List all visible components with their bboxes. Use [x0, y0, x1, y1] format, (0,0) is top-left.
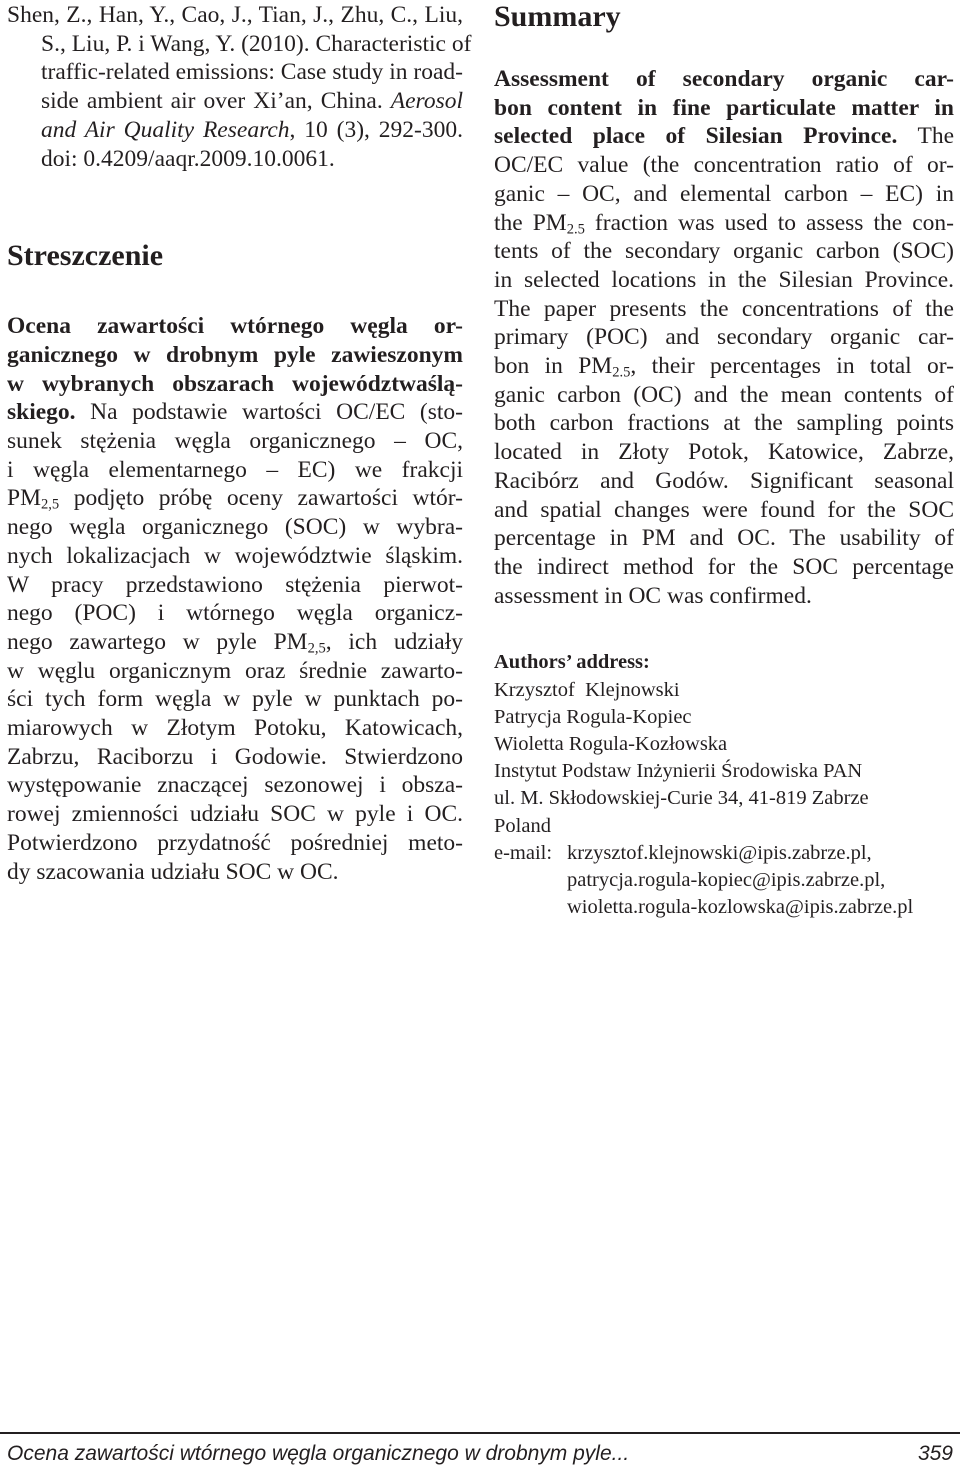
streszczenie-line: Ocena zawartości wtórnego węgla or- [7, 313, 463, 340]
right-column [494, 0, 954, 921]
authors-heading: Authors’ address: [494, 651, 650, 674]
streszczenie-body [7, 312, 463, 886]
author-name: Wioletta Rogula-Kozłowska [494, 732, 728, 755]
email-link[interactable]: wioletta.rogula-kozlowska@ipis.zabrze.pl [567, 896, 914, 919]
streszczenie-line: i węgla elementarnego – EC) we frakcji [7, 456, 463, 483]
streszczenie-line: $PM_{2,5}$ podjęto próbę oceny zawartości wtór- [7, 485, 463, 514]
summary-line: the indirect method for the SOC percentage [494, 553, 954, 580]
streszczenie-heading: Streszczenie [7, 239, 164, 273]
institute: Instytut Podstaw Inżynierii Środowiska PAN [494, 760, 863, 783]
summary-line: the $PM_{2.5}$ fraction was used to assess the con- [494, 209, 954, 238]
footer-divider [0, 1432, 960, 1434]
streszczenie-line: Zabrzu, Raciborzu i Godowie. Stwierdzono [7, 743, 463, 770]
summary-heading: Summary [494, 0, 621, 33]
summary-line: primary (POC) and secondary organic car- [494, 324, 954, 351]
summary-body [494, 65, 954, 610]
street-address: ul. M. Skłodowskiej-Curie 34, 41-819 Zabrze [494, 787, 869, 810]
email-label: e-mail: [494, 841, 553, 864]
streszczenie-line: Potwierdzono przydatność pośredniej meto- [7, 829, 463, 856]
summary-line: ganic carbon (OC) and the mean contents of [494, 381, 954, 408]
author-name: Patrycja Rogula-Kopiec [494, 705, 692, 728]
streszczenie-line: nego (POC) i wtórnego węgla organicz- [7, 600, 463, 627]
streszczenie-line: nych lokalizacjach w województwie śląskim. [7, 542, 463, 569]
page-footer [7, 1441, 953, 1467]
reference-line: traffic-related emissions: Case study in road- [41, 59, 463, 86]
summary-line: tents of the secondary organic carbon (SOC) [494, 238, 954, 265]
reference-line: and Air Quality Research, 10 (3), 292-300. [41, 116, 463, 143]
reference-line: Shen, Z., Han, Y., Cao, J., Tian, J., Zhu, C., Liu, [7, 2, 463, 28]
email-link[interactable]: krzysztof.klejnowski@ipis.zabrze.pl, [567, 841, 872, 864]
reference-line: side ambient air over Xi’an, China. Aerosol [41, 88, 463, 115]
reference-line: S., Liu, P. i Wang, Y. (2010). Characteristic of [41, 30, 472, 57]
streszczenie-line: dy szacowania udziału SOC w OC. [7, 858, 339, 885]
summary-line: ganic – OC, and elemental carbon – EC) in [494, 180, 954, 207]
summary-line: bon in $PM_{2.5}$, their percentages in total or- [494, 353, 954, 381]
summary-line: The paper presents the concentrations of the [494, 295, 954, 322]
streszczenie-line: występowanie znaczącej sezonowej i obsza- [7, 772, 463, 799]
summary-line: assessment in OC was confirmed. [494, 582, 812, 609]
reference-entry [7, 1, 472, 173]
streszczenie-line: w węglu organicznym oraz średnie zawarto- [7, 657, 463, 684]
summary-line: OC/EC value (the concentration ratio of or- [494, 152, 954, 179]
summary-line: percentage in PM and OC. The usability of [494, 525, 954, 552]
summary-line: Racibórz and Godów. Significant seasonal [494, 467, 954, 494]
streszczenie-line: ganicznego w drobnym pyle zawieszonym [7, 341, 463, 368]
reference-line: doi: 0.4209/aaqr.2009.10.0061. [41, 145, 335, 172]
summary-line: bon content in fine particulate matter in [494, 94, 954, 121]
streszczenie-line: w wybranych obszarach województwaślą- [7, 370, 463, 397]
email-link[interactable]: patrycja.rogula-kopiec@ipis.zabrze.pl, [567, 868, 886, 891]
streszczenie-line: sunek stężenia węgla organicznego – OC, [7, 428, 463, 455]
summary-line: both carbon fractions at the sampling points [494, 410, 954, 437]
streszczenie-line: nego zawartego w pyle $PM_{2,5}$, ich udziały [7, 628, 463, 657]
streszczenie-line: skiego. Na podstawie wartości OC/EC (sto- [7, 399, 463, 426]
summary-line: in selected locations in the Silesian Province. [494, 266, 954, 293]
page-number: 359 [917, 1442, 953, 1465]
email-row [494, 840, 954, 867]
streszczenie-line: rowej zmienności udziału SOC w pyle i OC. [7, 801, 463, 828]
summary-line: Assessment of secondary organic car- [494, 66, 954, 92]
country: Poland [494, 814, 551, 837]
streszczenie-line: W pracy przedstawiono stężenia pierwot- [7, 571, 463, 598]
running-title: Ocena zawartości wtórnego węgla organicznego w drobnym pyle... [7, 1442, 630, 1465]
summary-line: and spatial changes were found for the SOC [494, 496, 954, 523]
streszczenie-line: ści tych form węgla w pyle w punktach po- [7, 686, 463, 713]
author-name: Krzysztof Klejnowski [494, 678, 680, 701]
summary-line: selected place of Silesian Province. The [494, 123, 954, 150]
authors-address [494, 649, 954, 921]
left-column [7, 0, 472, 886]
streszczenie-line: nego węgla organicznego (SOC) w wybra- [7, 514, 463, 541]
streszczenie-line: miarowych w Złotym Potoku, Katowicach, [7, 715, 463, 742]
summary-line: located in Złoty Potok, Katowice, Zabrze, [494, 439, 954, 466]
